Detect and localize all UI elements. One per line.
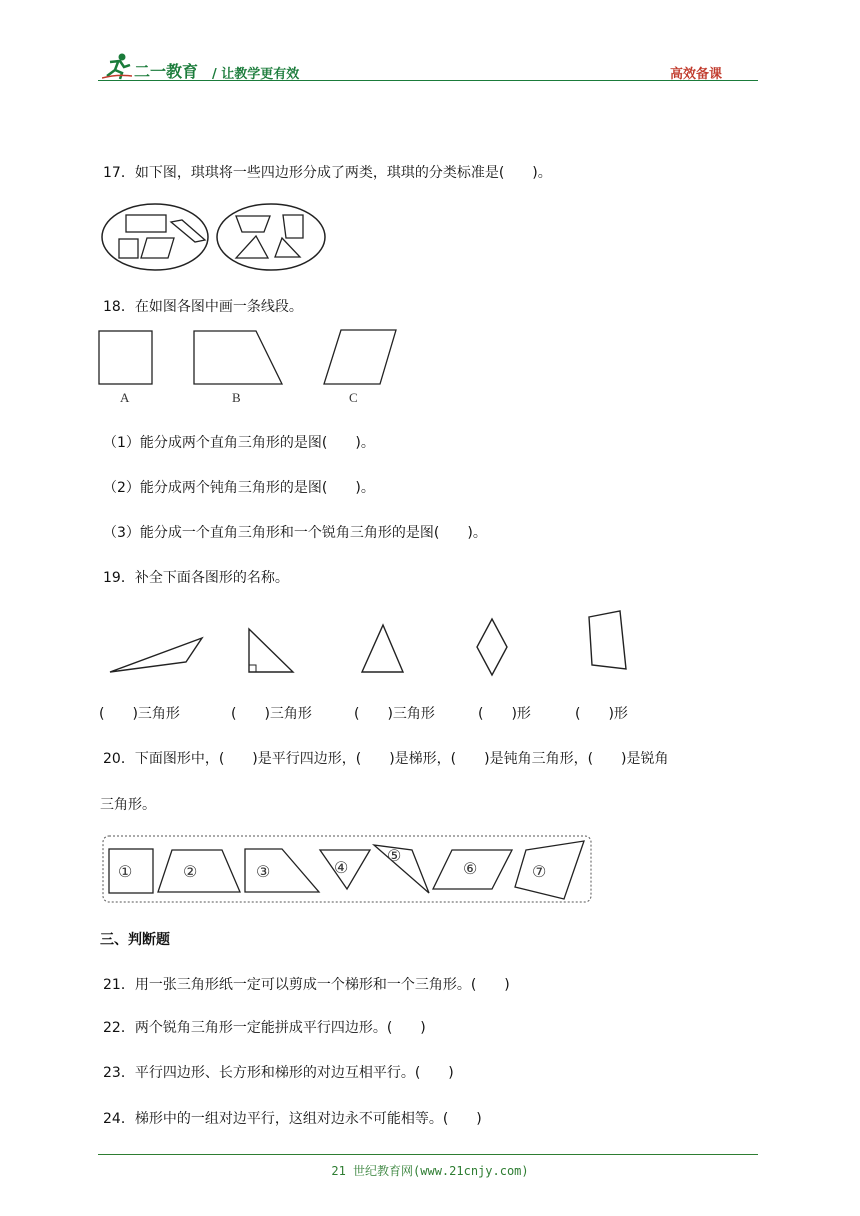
question-20-line-1: 20．下面图形中，( )是平行四边形，( )是梯形，( )是钝角三角形，( )是锐角 bbox=[103, 751, 669, 767]
q19-shapes-figure bbox=[100, 605, 640, 677]
group-2-ellipse bbox=[217, 204, 325, 270]
q19-blank-4: ( )形 bbox=[478, 706, 531, 722]
header-right-text: 高效备课 bbox=[670, 67, 723, 82]
shape-c-label: C bbox=[349, 390, 358, 405]
rhombus bbox=[477, 619, 507, 675]
footer-rule bbox=[98, 1154, 758, 1155]
question-22: 22．两个锐角三角形一定能拼成平行四边形。( ) bbox=[103, 1020, 426, 1036]
shape-a-label: A bbox=[120, 390, 130, 405]
shape-4-label: ④ bbox=[334, 860, 349, 877]
question-24: 24．梯形中的一组对边平行，这组对边永不可能相等。( ) bbox=[103, 1111, 482, 1127]
shape-c-parallelogram bbox=[324, 330, 396, 384]
q19-blank-3: ( )三角形 bbox=[354, 706, 435, 722]
q19-blank-1: ( )三角形 bbox=[99, 706, 180, 722]
shape-b-label: B bbox=[232, 390, 241, 405]
shape-7-label: ⑦ bbox=[532, 864, 547, 881]
header bbox=[98, 50, 758, 84]
question-21: 21．用一张三角形纸一定可以剪成一个梯形和一个三角形。( ) bbox=[103, 977, 510, 993]
shape-a-square bbox=[99, 331, 152, 384]
question-20-line-2: 三角形。 bbox=[100, 797, 156, 813]
shape-6-label: ⑥ bbox=[463, 861, 478, 878]
logo-text: 二一教育 bbox=[134, 62, 199, 81]
q19-blank-5: ( )形 bbox=[575, 706, 628, 722]
question-19: 19．补全下面各图形的名称。 bbox=[103, 570, 289, 586]
acute-triangle bbox=[362, 625, 403, 672]
header-slogan: / 让教学更有效 bbox=[212, 67, 300, 82]
section-3-heading: 三、判断题 bbox=[100, 932, 170, 948]
question-18: 18．在如图各图中画一条线段。 bbox=[103, 299, 303, 315]
shape-2-label: ② bbox=[183, 864, 198, 881]
header-rule bbox=[98, 80, 758, 81]
question-17: 17．如下图，琪琪将一些四边形分成了两类，琪琪的分类标准是( )。 bbox=[103, 165, 552, 181]
question-23: 23．平行四边形、长方形和梯形的对边互相平行。( ) bbox=[103, 1065, 454, 1081]
shape-1-label: ① bbox=[118, 864, 133, 881]
q18-shapes-figure bbox=[96, 326, 406, 388]
footer-text: 21 世纪教育网(www.21cnjy.com) bbox=[331, 1164, 529, 1178]
group-1-ellipse bbox=[102, 204, 208, 270]
shape-2-trapezoid bbox=[158, 850, 240, 892]
question-18-2: （2）能分成两个钝角三角形的是图( )。 bbox=[103, 480, 375, 496]
shape-5-label: ⑤ bbox=[387, 848, 402, 865]
q17-classification-figure bbox=[98, 200, 330, 276]
obtuse-triangle bbox=[110, 638, 202, 672]
shape-b-trapezoid bbox=[194, 331, 282, 384]
question-18-1: （1）能分成两个直角三角形的是图( )。 bbox=[103, 435, 375, 451]
shape-3-label: ③ bbox=[256, 864, 271, 881]
shape-7-quadrilateral bbox=[515, 841, 584, 899]
trapezoid bbox=[589, 611, 626, 669]
q19-blank-2: ( )三角形 bbox=[231, 706, 312, 722]
question-18-3: （3）能分成一个直角三角形和一个锐角三角形的是图( )。 bbox=[103, 525, 487, 541]
runner-logo-icon bbox=[102, 52, 132, 80]
shape-5-triangle bbox=[374, 845, 429, 893]
